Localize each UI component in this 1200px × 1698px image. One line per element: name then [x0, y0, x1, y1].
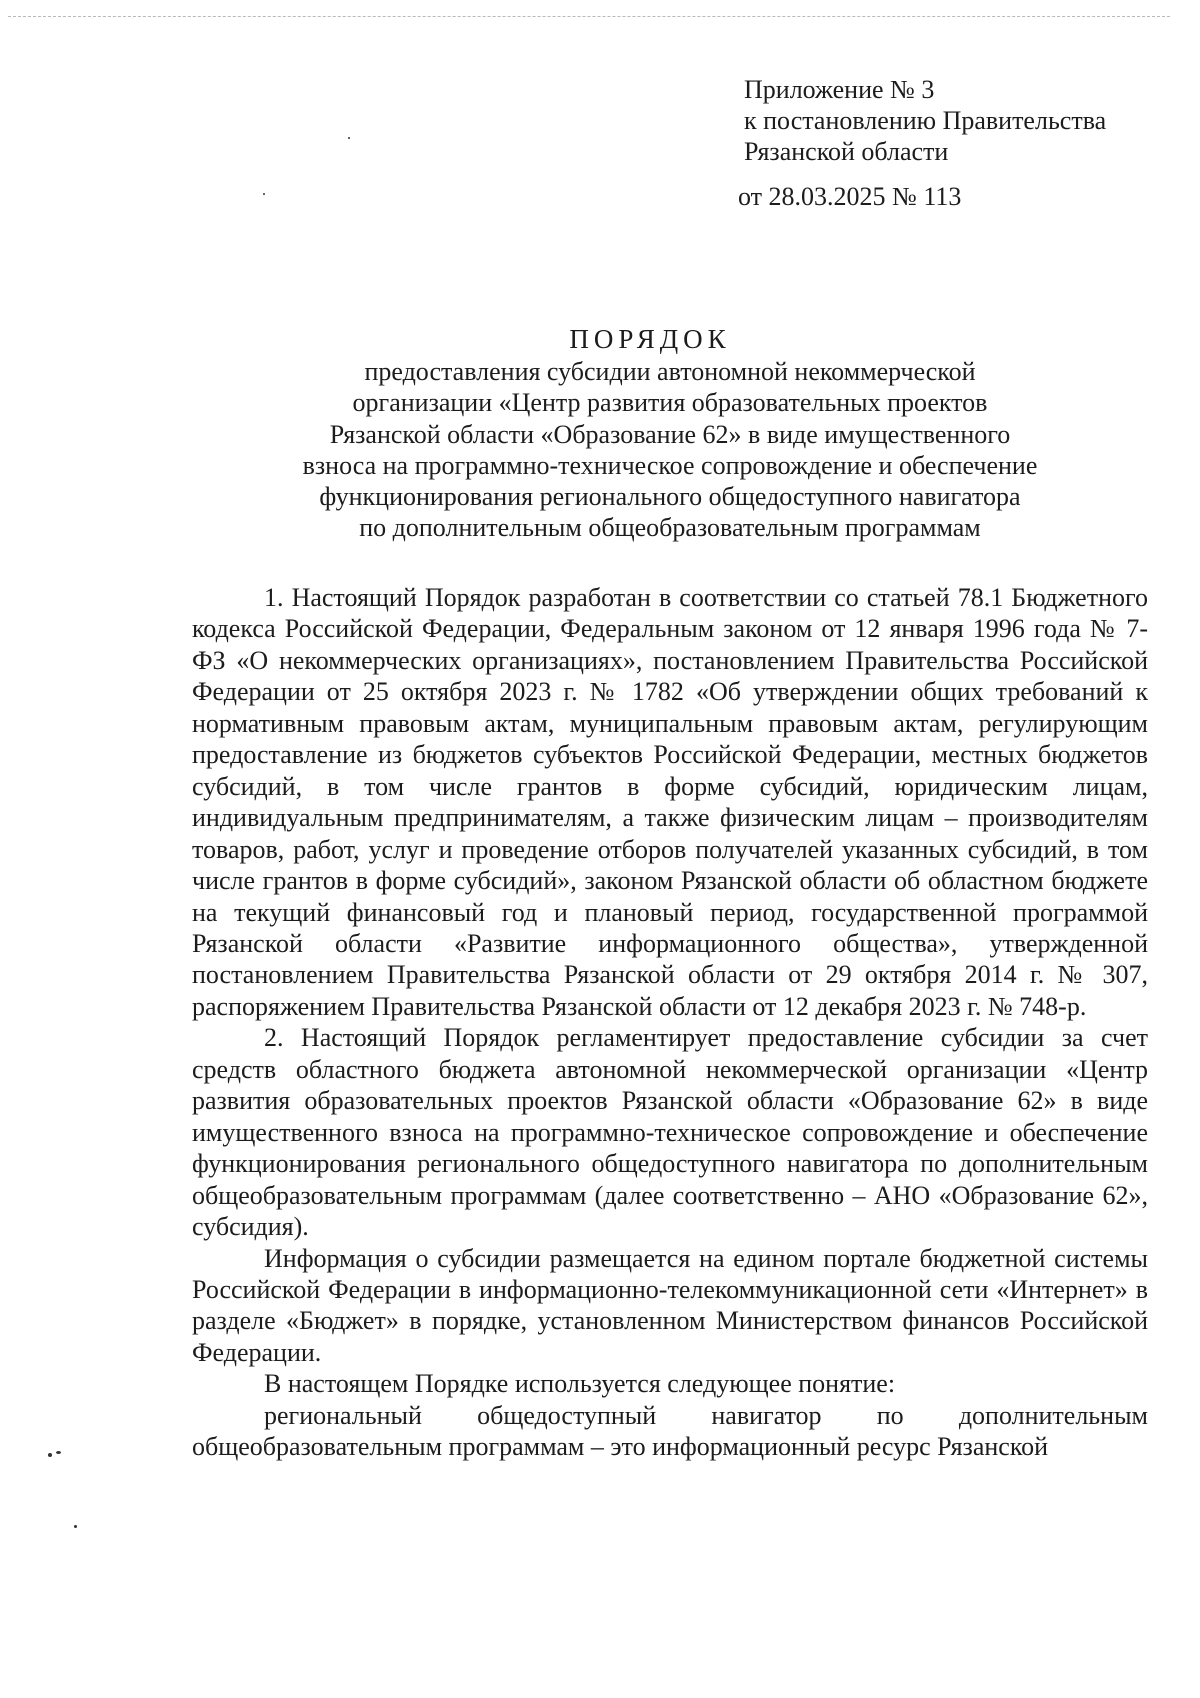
subtitle-line: функционирования регионального общедоступного навигатора [319, 482, 1021, 512]
document-body [192, 582, 1148, 1463]
paragraph-2: 2. Настоящий Порядок регламентирует предоставление субсидии за счет средств областного бюджета автономной некоммерческой организации «Центр развития образовательных проектов Рязанской области «Образование 62» в виде имущественного взноса на программно-техническое сопровождение и обеспечение функционирования регионального общедоступного навигатора по дополнительным общеобразовательным программам (далее соответственно – АНО «Образование 62», субсидия). [192, 1023, 1148, 1242]
subtitle-line: предоставления субсидии автономной некоммерческой [364, 357, 976, 386]
document-title: ПОРЯДОК [569, 324, 731, 354]
appendix-number: Приложение № 3 [744, 75, 935, 104]
page-top-edge [8, 16, 1170, 17]
subtitle-line: взноса на программно-техническое сопровождение и обеспечение [302, 450, 1038, 480]
appendix-region: Рязанской области [744, 137, 949, 166]
scan-speck [348, 137, 350, 139]
paragraph-definition-intro: В настоящем Порядке используется следующее понятие: [264, 1369, 896, 1399]
appendix-reference: к постановлению Правительства [744, 106, 1107, 135]
paragraph-1: 1. Настоящий Порядок разработан в соответствии со статьей 78.1 Бюджетного кодекса Российской Федерации, Федеральным законом от 12 января 1996 года № 7-ФЗ «О некоммерческих организациях», постановлением Правительства Российской Федерации от 25 октября 2023 г. № 1782 «Об утверждении общих требований к нормативным правовым актам, муниципальным правовым актам, регулирующим предоставление из бюджетов субъектов Российской Федерации, местных бюджетов субсидий, в том числе грантов в форме субсидий, юридическим лицам, индивидуальным предпринимателям, а также физическим лицам – производителям товаров, работ, услуг и проведение отборов получателей указанных субсидий, в том числе грантов в форме субсидий», законом Рязанской области об областном бюджете на текущий финансовый год и плановый период, государственной программой Рязанской области «Развитие информационного общества», утвержденной постановлением Правительства Рязанской области от 29 октября 2014 г. № 307, распоряжением Правительства Рязанской области от 12 декабря 2023 г. № 748-р. [192, 583, 1148, 1021]
paragraph-definition: региональный общедоступный навигатор по дополнительным общеобразовательным программам – это информационный ресурс Рязанской [192, 1400, 1148, 1462]
scan-speck [263, 193, 265, 195]
subtitle-line: по дополнительным общеобразовательным программам [359, 513, 981, 543]
subtitle-line: Рязанской области «Образование 62» в виде имущественного [329, 419, 1011, 449]
paragraph-subsidy-info: Информация о субсидии размещается на едином портале бюджетной системы Российской Федерации в информационно-телекоммуникационной сети «Интернет» в разделе «Бюджет» в порядке, установленном Министерством финансов Российской Федерации. [192, 1243, 1148, 1367]
appendix-date-number: от 28.03.2025 № 113 [738, 182, 962, 211]
scan-speck [48, 1453, 52, 1457]
scan-speck [56, 1451, 61, 1454]
scan-speck [74, 1525, 77, 1528]
appendix-block [738, 74, 1174, 212]
subtitle-line: организации «Центр развития образовательных проектов [352, 388, 988, 418]
document-subtitle [190, 356, 1150, 544]
